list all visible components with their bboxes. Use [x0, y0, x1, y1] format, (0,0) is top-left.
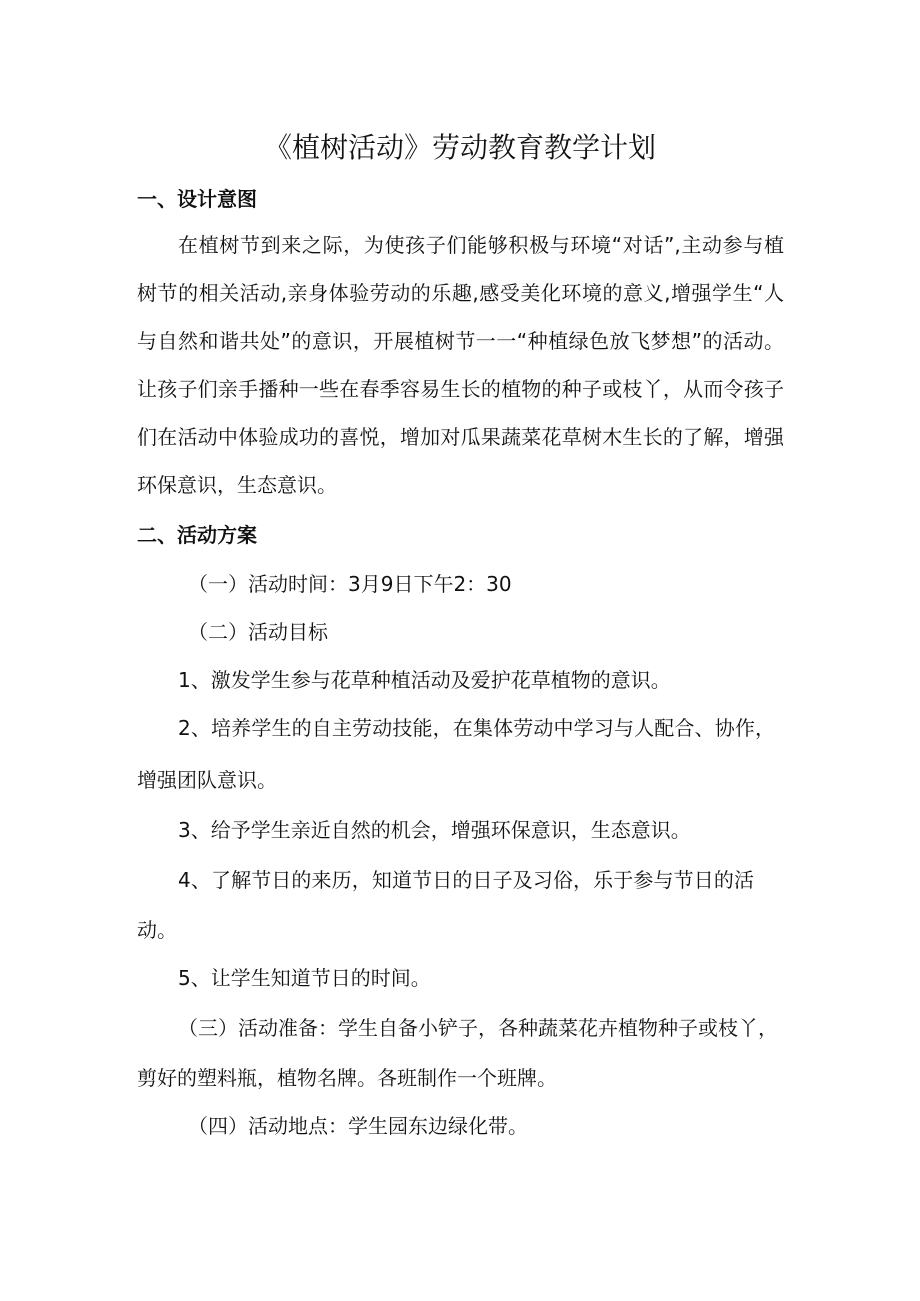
paragraph-line: 树节的相关活动,亲身体验劳动的乐趣,感受美化环境的意义,增强学生“人	[137, 281, 784, 305]
goals-heading: （二）活动目标	[188, 620, 328, 644]
goal-item-1: 1、激发学生参与花草种植活动及爱护花草植物的意识。	[178, 668, 671, 692]
goal-item-3: 3、给予学生亲近自然的机会，增强环保意识，生态意识。	[178, 818, 691, 842]
goal-item-4-cont: 动。	[137, 918, 177, 942]
document-title: 《植树活动》劳动教育教学计划	[263, 131, 656, 164]
goal-item-5: 5、让学生知道节日的时间。	[178, 966, 431, 990]
paragraph-line: 在植树节到来之际，为使孩子们能够积极与环境“对话”,主动参与植	[178, 233, 784, 257]
activity-preparation-cont: 剪好的塑料瓶，植物名牌。各班制作一个班牌。	[137, 1066, 557, 1090]
activity-preparation: （三）活动准备：学生自备小铲子，各种蔬菜花卉植物种子或枝丫，	[178, 1016, 778, 1040]
activity-time: （一）活动时间：3月9日下午2：30	[188, 572, 512, 596]
paragraph-line: 环保意识，生态意识。	[137, 473, 337, 497]
activity-location: （四）活动地点：学生园东边绿化带。	[188, 1114, 528, 1138]
paragraph-line: 们在活动中体验成功的喜悦，增加对瓜果蔬菜花草树木生长的了解，增强	[137, 425, 784, 449]
goal-item-2: 2、培养学生的自主劳动技能，在集体劳动中学习与人配合、协作，	[178, 716, 775, 740]
paragraph-line: 与自然和谐共处”的意识，开展植树节一一“种植绿色放飞梦想”的活动。	[137, 329, 784, 353]
section-heading-design-intent: 一、设计意图	[137, 187, 257, 211]
paragraph-line: 让孩子们亲手播种一些在春季容易生长的植物的种子或枝丫，从而令孩子	[137, 377, 784, 401]
section-heading-activity-plan: 二、活动方案	[137, 523, 257, 547]
goal-item-4: 4、了解节日的来历，知道节日的日子及习俗，乐于参与节日的活	[178, 868, 754, 892]
goal-item-2-cont: 增强团队意识。	[137, 768, 277, 792]
